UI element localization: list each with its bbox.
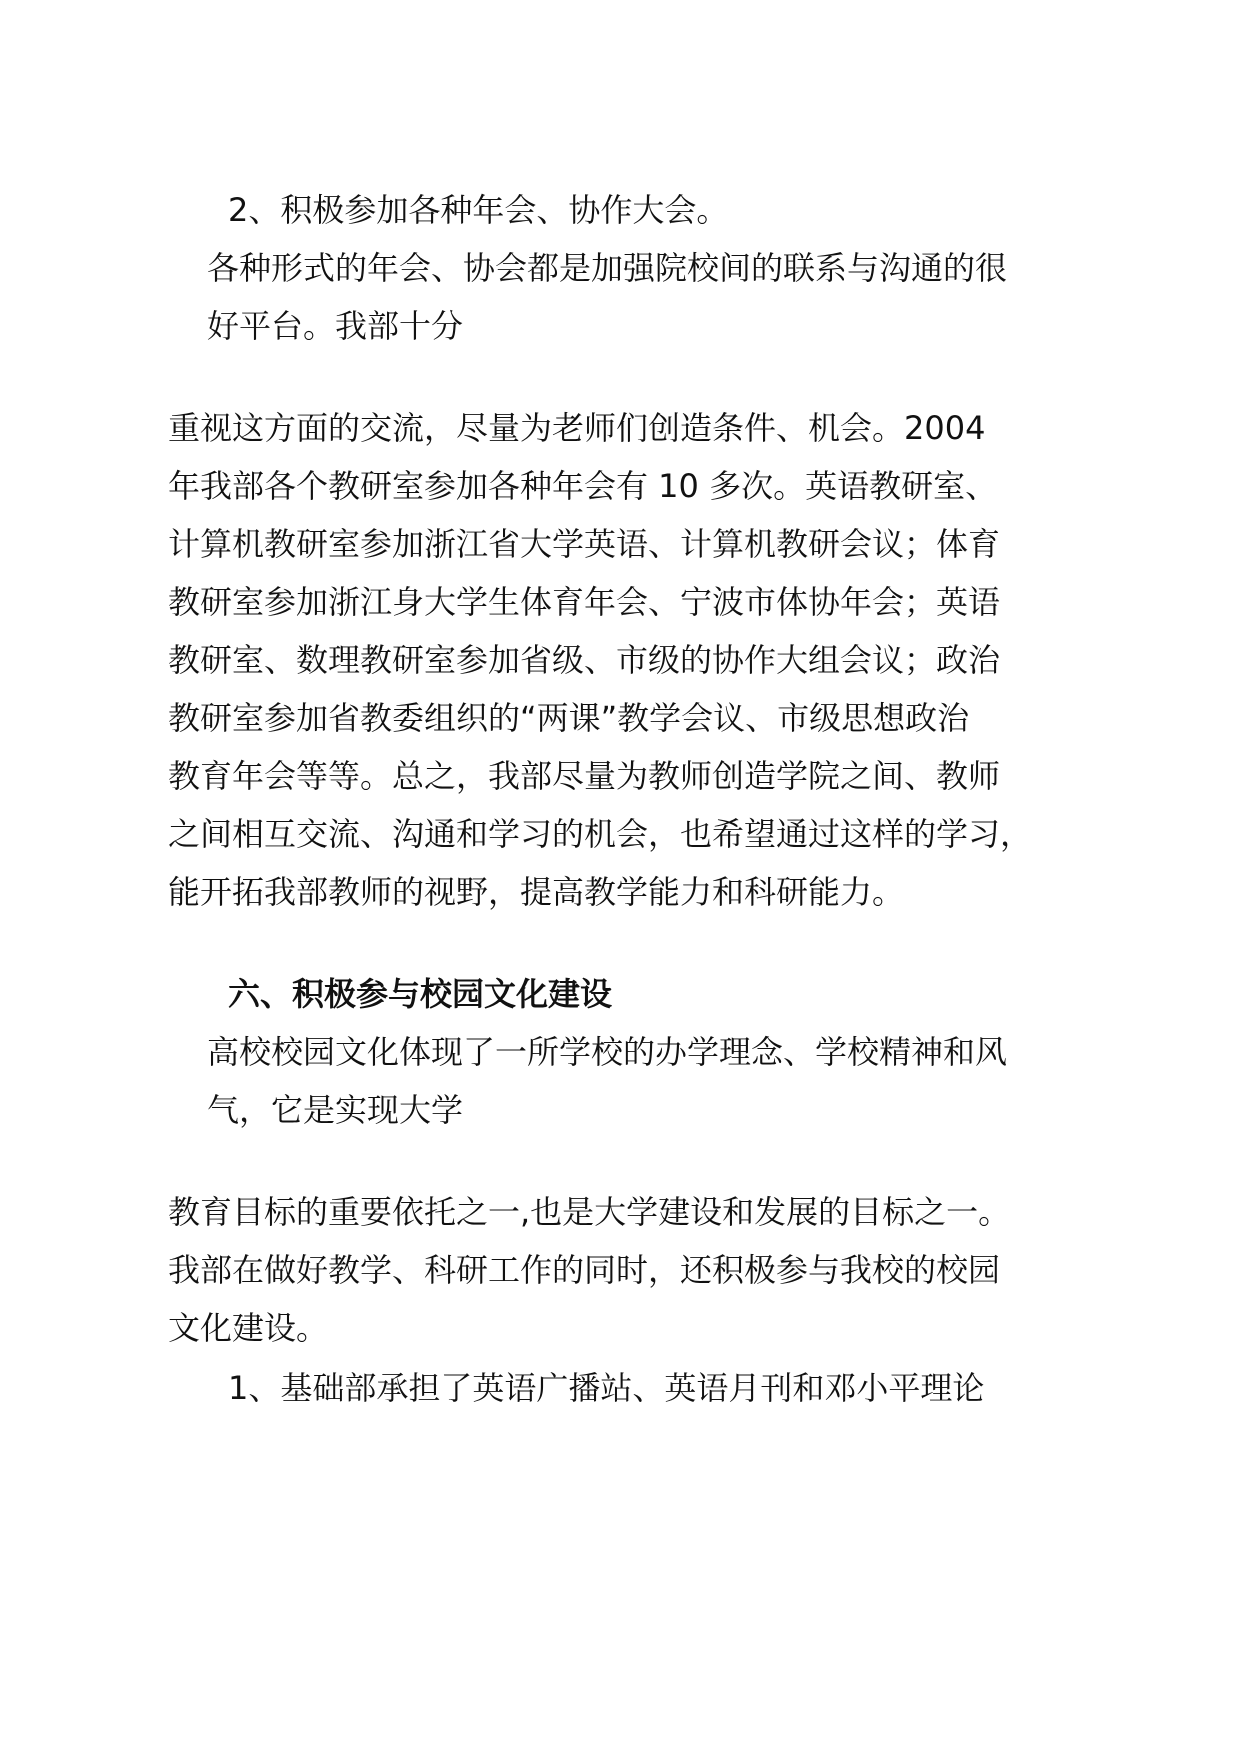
section-6-heading: 六、积极参与校园文化建设 [228, 975, 613, 1013]
paragraph-1-line: 计算机教研室参加浙江省大学英语、计算机教研会议；体育 [168, 525, 1001, 563]
item-2-heading: 2、积极参加各种年会、协作大会。 [228, 191, 729, 229]
paragraph-2-line: 文化建设。 [168, 1309, 329, 1347]
item-1-line: 1、基础部承担了英语广播站、英语月刊和邓小平理论 [228, 1369, 985, 1407]
paragraph-1-intro-line-2: 好平台。我部十分 [207, 307, 464, 345]
paragraph-1-line: 教育年会等等。总之，我部尽量为教师创造学院之间、教师 [168, 757, 1001, 795]
paragraph-1-intro-line-1: 各种形式的年会、协会都是加强院校间的联系与沟通的很 [207, 249, 1008, 287]
paragraph-1-line: 教研室参加省教委组织的“两课”教学会议、市级思想政治 [168, 699, 970, 737]
paragraph-2-intro-line-2: 气，它是实现大学 [207, 1091, 464, 1129]
paragraph-1-line: 能开拓我部教师的视野，提高教学能力和科研能力。 [168, 873, 905, 911]
paragraph-2-line: 我部在做好教学、科研工作的同时，还积极参与我校的校园 [168, 1251, 1001, 1289]
paragraph-1-line: 教研室参加浙江身大学生体育年会、宁波市体协年会；英语 [168, 583, 1001, 621]
paragraph-2-line: 教育目标的重要依托之一,也是大学建设和发展的目标之一。 [168, 1193, 1011, 1231]
paragraph-1-line: 教研室、数理教研室参加省级、市级的协作大组会议；政治 [168, 641, 1001, 679]
paragraph-1-line: 重视这方面的交流，尽量为老师们创造条件、机会。2004 [168, 409, 986, 447]
paragraph-1-line: 年我部各个教研室参加各种年会有 10 多次。英语教研室、 [168, 467, 998, 505]
paragraph-1-line: 之间相互交流、沟通和学习的机会，也希望通过这样的学习， [168, 815, 1033, 853]
paragraph-2-intro-line-1: 高校校园文化体现了一所学校的办学理念、学校精神和风 [207, 1033, 1008, 1071]
